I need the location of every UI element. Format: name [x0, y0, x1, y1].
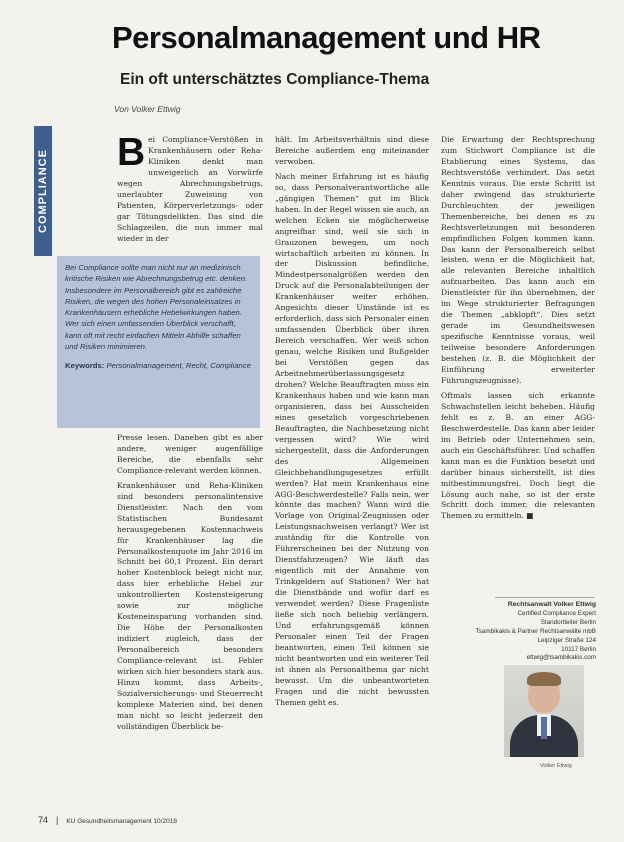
keywords-line [65, 360, 252, 371]
author-photo [504, 665, 584, 757]
publication-name: KU Gesundheitsmanagement 10/2018 [66, 818, 177, 825]
author-divider [495, 597, 595, 598]
abstract-box [57, 256, 260, 428]
author-detail-line: Standortleiter Berlin [540, 618, 596, 626]
photo-hair [527, 672, 561, 686]
article-title: Personalmanagement und HR [112, 20, 541, 55]
keywords-value: Personalmanagement, Recht, Compliance [106, 361, 251, 371]
section-rubric [34, 126, 52, 256]
page-number: 74 [38, 815, 49, 825]
intro-paragraph: ei Compliance-Verstößen in Krankenhäusern oder Reha-Kliniken denkt man unweigerlich an Vorwürfe wegen Abrechnungsbetrugs, unerlaubter Zuweisung von Patienten, Körperverletzungs- oder gar Tötungsdelikten. Das sind die Schlagzeilen, die nun immer mal wieder in der [117, 135, 263, 243]
drop-cap: B [117, 135, 146, 174]
author-email: ettwig@tsambikakis.com [526, 654, 596, 662]
body-paragraph: Krankenhäuser und Reha-Kliniken sind besonders personalintensive Dienstleister. Nach den vom Statistischen Bundesamt herausgegebenen Kostennachweis für Krankenhäuser lag die Personalkostenquote im Jahr 2016 im Schnitt bei 60,1 Prozent. Ein derart hoher Kostenblock belegt nicht nur, dass hier erhebliche Hebel zur unkontrollierten Kostensteigerung sowie zur mögliche Kosteneinsparung vorhanden sind. Die Höhe der Personalkosten indiziert zugleich, dass der Personalbereich besonders Compliance-relevant ist. Fehler wirken sich hier besonders stark aus. Hinzu kommt, dass Arbeits-, Sozialversicherungs- und Steuerrecht komplexe Materien sind, bei denen man nicht so leicht jederzeit den vollständigen Überblick be- [117, 480, 263, 731]
author-detail-line: 10117 Berlin [561, 645, 596, 653]
author-detail-line: Leipziger Straße 124 [537, 636, 596, 644]
body-column-1-bottom [117, 433, 263, 829]
author-info [470, 601, 596, 663]
author-detail-line: Tsambikakis & Partner Rechtsanwälte mbB [475, 627, 596, 635]
page-footer [38, 815, 177, 825]
body-paragraph: Nach meiner Erfahrung ist es häufig so, dass Personalverantwortliche alle „gängigen Themen“ gut im Blick haben. In der Regel wissen sie auch, an welchen Ecken sie möglicherweise angreifbar sind, weil sie sich in Grauzonen bewegen, um noch wirtschaftlich arbeiten zu können. In der Diskussion befindliche, Mindestpersonalgrößen werden den Druck auf die Personalabteilungen der Krankenhäuser weiter erhöhen. Angesichts dieser Umstände ist es erforderlich, dass sich Personaler einen umfassenden Überblick über ihren Bereich verschaffen. Wer weiß schon genau, welche Risiken und Bußgelder bei Verstößen gegen das Arbeitnehmerüberlassungsgesetz drohen? Welche Beauftragten muss ein Krankenhaus haben und wie kann man organisieren, dass bei Ausscheiden eines gesetzlich vorgeschriebenen Beauftragten, die Nachbesetzung nicht vergessen wird? Wie wird sichergestellt, dass die Anforderungen des Allgemeinen Gleichbehandlungsgesetzes erfüllt werden? Hat mein Krankenhaus eine AGG-Beschwerdestelle? Falls nein, wer könnte das machen? Wann wird die Vorlage von Original-Zeugnissen oder Leistungsnachweisen verlangt? Wer ist zuständig für die Kontrolle von Führerscheinen bei der Nutzung von Dienstfahrzeugen? Wie läuft das eigentlich mit der Annahme von Trinkgeldern auf Stationen? Wer hat die Dienstbände und wofür darf es verwendet werden? Diese Fragenliste ließe sich noch beliebig verlängern. Und erfahrungsgemäß können Personaler einen Teil der Fragen beantworten, einen Teil können sie nicht beantworten und ein weiterer Teil ist ihnen als Personalthema gar nicht bewusst. Um die unbeantworteten Fragen und die nicht bewussten Themen geht es. [275, 171, 429, 707]
section-rubric-label: COMPLIANCE [37, 149, 49, 233]
article-subtitle: Ein oft unterschätztes Compliance-Thema [120, 71, 430, 88]
footer-separator: | [56, 815, 59, 825]
body-paragraph: Oftmals lassen sich erkannte Schwachstellen leicht beheben. Häufig fehlt es z. B. an einer AGG-Beschwerdestelle. Das kann aber leider im Betrieb oder Unternehmen sein, auch ein Geschäftsführer. Und schaffen kann man es die Funktion besetzt und darüber hinaus sicherstellt, ist dies mitbestimmungsfrei. Doch liegt die Lösung auch nahe, so ist der erste Schritt doch immer, die relevanten Themen zu ermitteln. ■ [441, 390, 595, 521]
article-byline: Von Volker Ettwig [114, 104, 181, 114]
author-name: Rechtsanwalt Volker Ettwig [507, 601, 596, 608]
author-detail-line: Certified Compliance Expert [517, 609, 596, 617]
photo-caption: Volker Ettwig [540, 763, 572, 769]
body-column-2 [275, 135, 429, 829]
body-paragraph: Die Erwartung der Rechtsprechung zum Stichwort Compliance ist die Etablierung eines Systems, das Rechtsverstöße verhindert. Das setzt Kenntnis voraus. Die erste Schritt ist daher zwingend das strukturierte Durchleuchten der jeweiligen Themenbereiche, bei denen es zu Rechtsverletzungen mit besonderen empfindlichen Folgen kommen kann. Das kann der Personalbereich selbst leisten, wenn er die Möglichkeit hat, alle relevanten Bereiche inhaltlich aufzuarbeiten. Das kann auch ein Dienstleister für ihn übernehmen, der im Wege strukturierter Befragungen die Themen „abklopft“. Dies setzt gerade im Gesundheitswesen spezifische Kenntnisse voraus, weil teilweise besondere Anforderungen bestehen (z. B. die Möglichkeit der Einführung erweiterter Führungszeugnisse). [441, 135, 595, 385]
body-column-3 [441, 135, 595, 575]
body-column-1-top [117, 135, 263, 249]
body-paragraph: hält. Im Arbeitsverhältnis sind diese Bereiche außerdem eng miteinander verwoben. [275, 135, 429, 166]
keywords-label: Keywords: [65, 361, 105, 371]
abstract-text: Bei Compliance sollte man nicht nur an medizinisch kritische Risiken wie Abrechnungsbetrug etc. denken. Insbesondere im Personalbereich gibt es zahlreiche Risiken, die wegen des hohen Personaleinsatzes in Krankenhäusern erhebliche Hebelwirkungen haben. Wer sich einen umfassenden Überblick verschafft, kann oft mit recht einfachen Mitteln Abhilfe schaffen und Risiken minimieren. [65, 263, 248, 352]
body-paragraph: Presse lesen. Daneben gibt es aber andere, weniger augenfällige Bereiche, die ebenfalls sehr Compliance-relevant werden können. [117, 433, 263, 475]
photo-tie [541, 717, 547, 739]
